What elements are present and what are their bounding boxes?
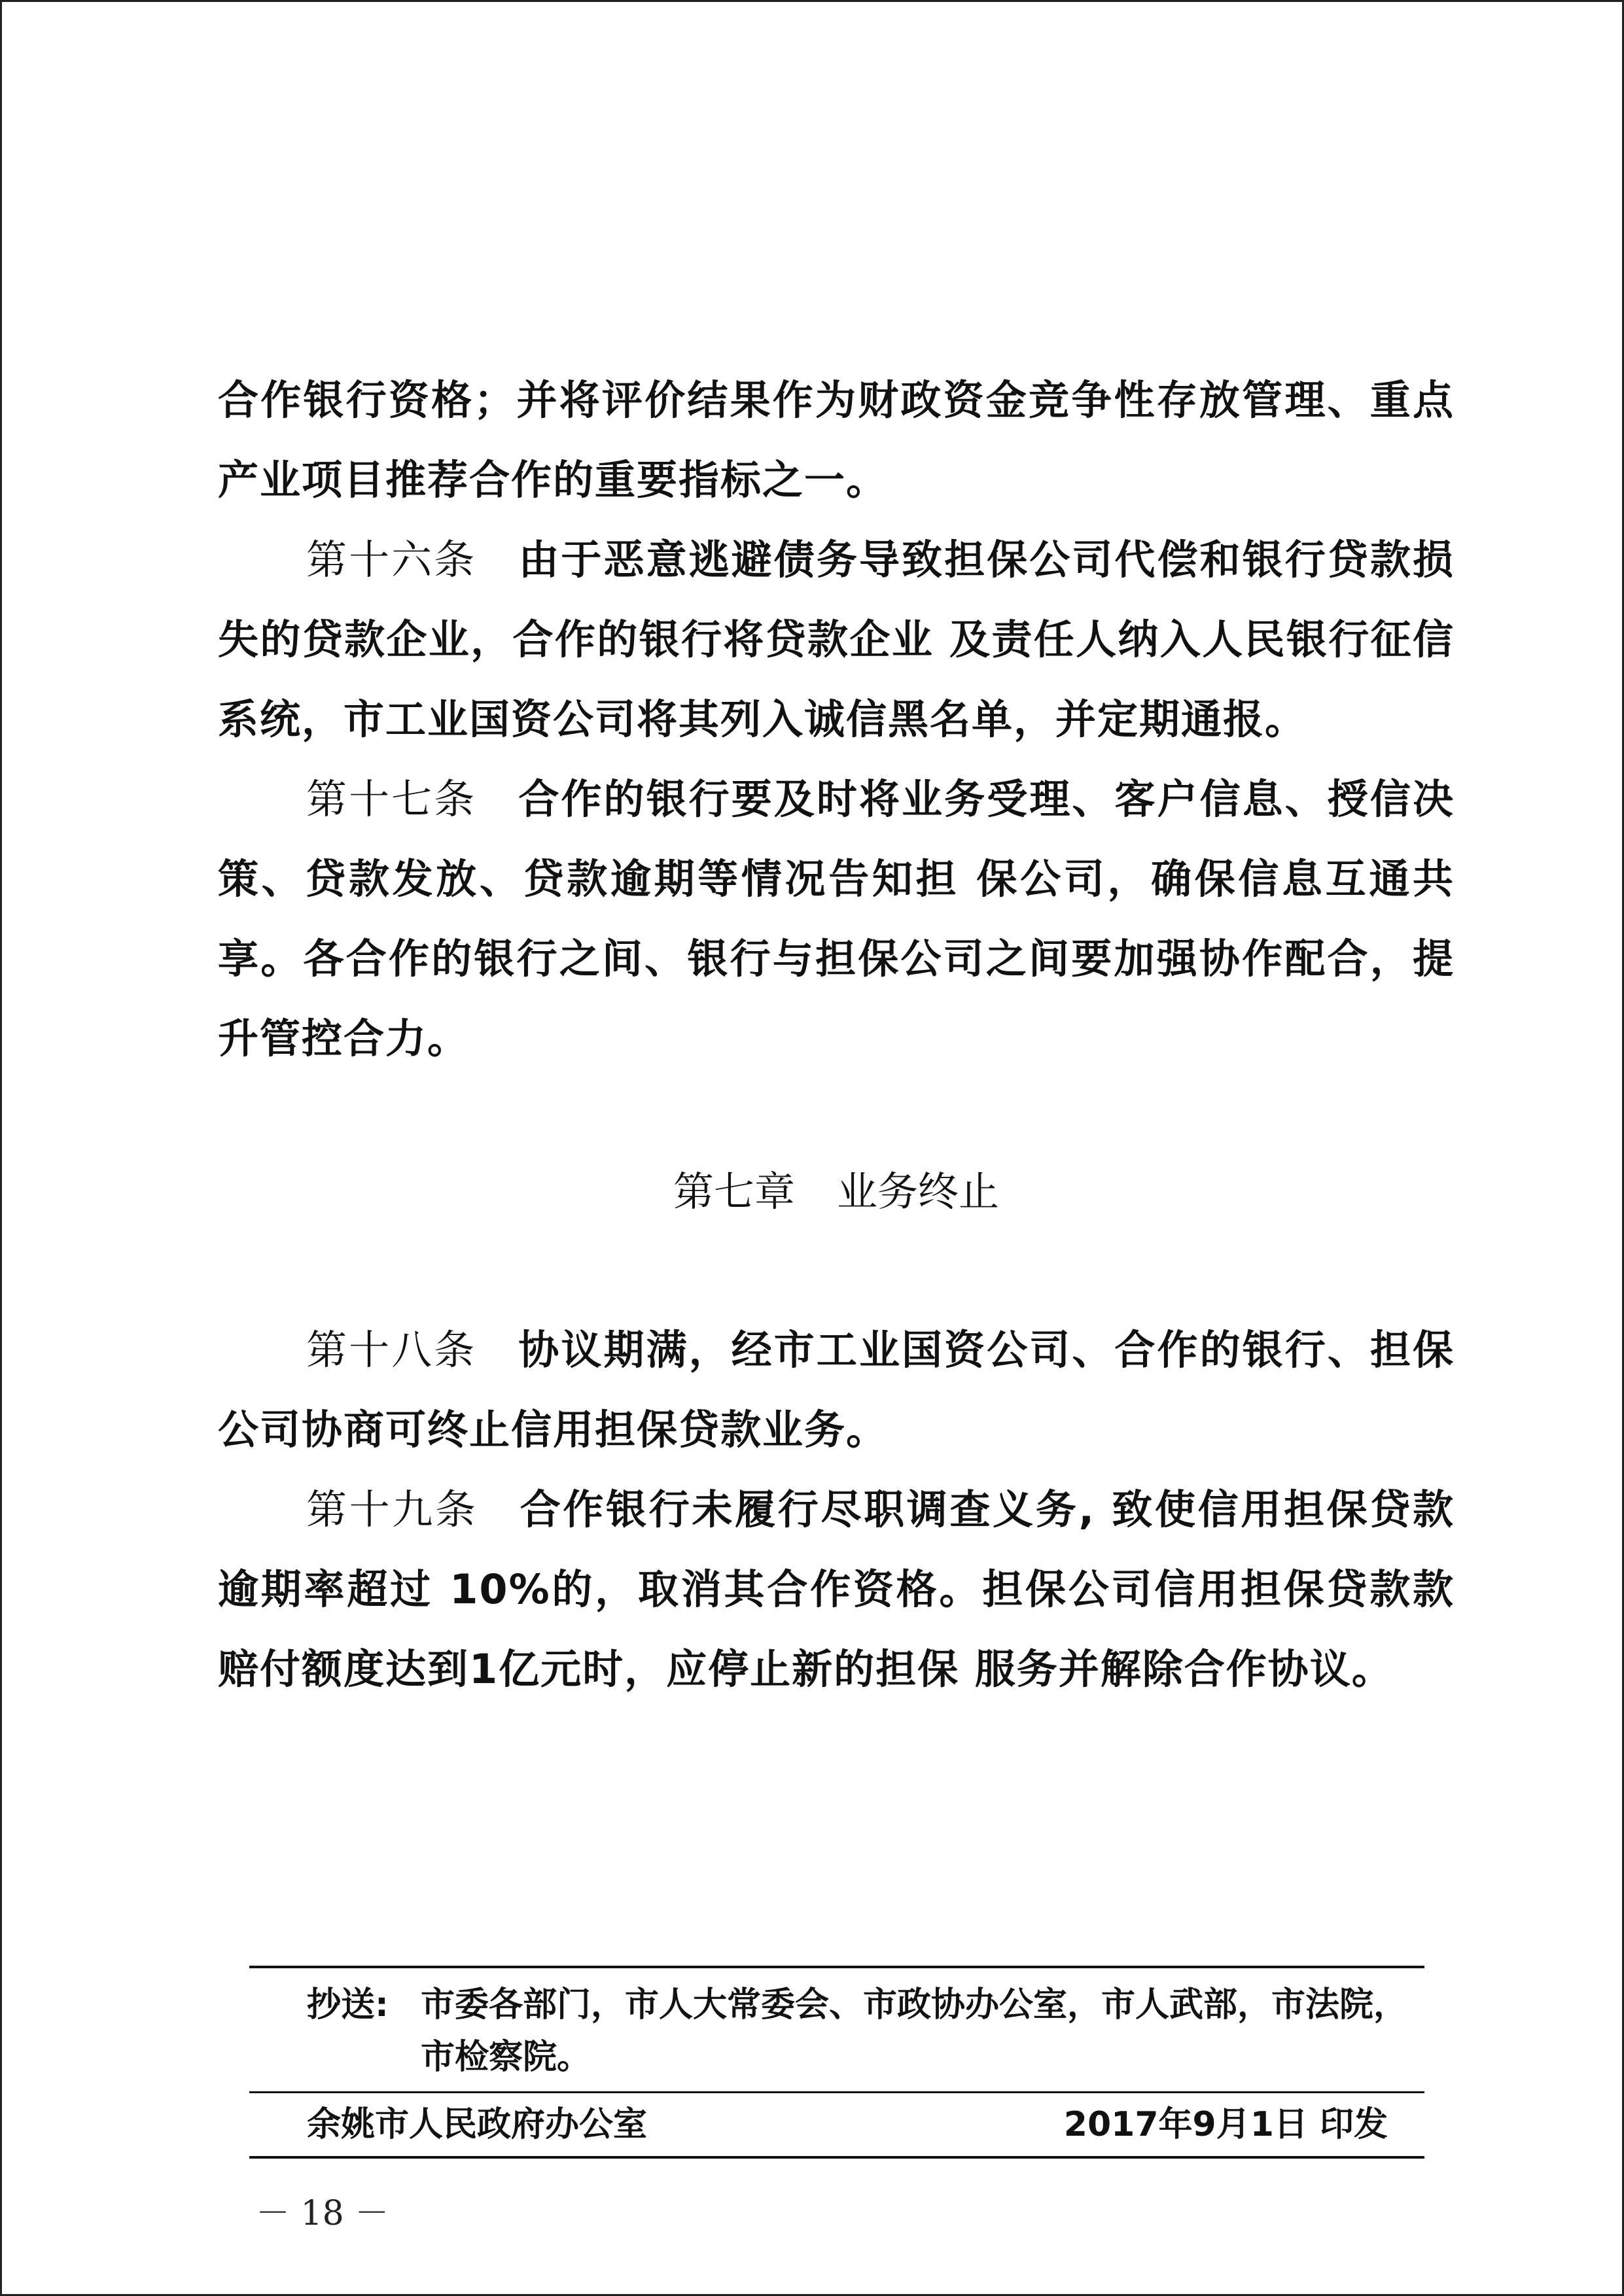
article-19-text: 合作银行未履行尽职调查义务, 致使信用担保贷款逾期率超过 10%的，取消其合作资格。担保公司信用担保贷款款赔付额度达到1亿元时，应停止新的担保 服务并解除合作协议。 [218, 1486, 1455, 1693]
body-section-bottom [218, 1310, 1455, 1709]
chapter-title: 业务终止 [837, 1168, 1000, 1215]
article-16 [218, 520, 1455, 759]
issue-date: 2017年9月1日 印发 [1063, 2105, 1388, 2144]
article-16-text: 由于恶意逃避债务导致担保公司代偿和银行贷款损失的贷款企业，合作的银行将贷款企业 及责任人纳入人民银行征信系统，市工业国资公司将其列入诚信黑名单，并定期通报。 [218, 536, 1455, 743]
article-17-label: 第十七条 [306, 775, 477, 823]
article-19 [218, 1470, 1455, 1709]
chapter-number: 第七章 [673, 1168, 795, 1215]
chapter-heading [218, 1152, 1455, 1232]
distribution-footer [249, 1966, 1424, 2159]
article-18-text: 协议期满，经市工业国资公司、合作的银行、担保公司协商可终止信用担保贷款业务。 [218, 1326, 1455, 1453]
continuation-paragraph: 合作银行资格；并将评价结果作为财政资金竞争性存放管理、重点产业项目推荐合作的重要指标之一。 [218, 376, 1455, 504]
cc-recipients: 市委各部门，市人大常委会、市政协办公室，市人武部，市法院，市检察院。 [421, 1985, 1408, 2077]
article-17 [218, 759, 1455, 1079]
page-number: － 18 － [256, 2194, 389, 2233]
issuer-row [249, 2093, 1424, 2156]
cc-label: 抄送: [307, 1985, 389, 2025]
article-18 [218, 1310, 1455, 1470]
body-section-top [218, 360, 1455, 1079]
footer-bottom-rule [249, 2156, 1424, 2159]
article-19-label: 第十九条 [306, 1486, 478, 1533]
article-16-label: 第十六条 [306, 536, 477, 583]
cc-row [249, 1968, 1424, 2091]
article-17-text: 合作的银行要及时将业务受理、客户信息、授信决策、贷款发放、贷款逾期等情况告知担 保公司，确保信息互通共享。各合作的银行之间、银行与担保公司之间要加强协作配合，提升管控合力。 [218, 775, 1455, 1062]
issuing-office: 余姚市人民政府办公室 [307, 2105, 648, 2144]
article-18-label: 第十八条 [306, 1326, 477, 1374]
